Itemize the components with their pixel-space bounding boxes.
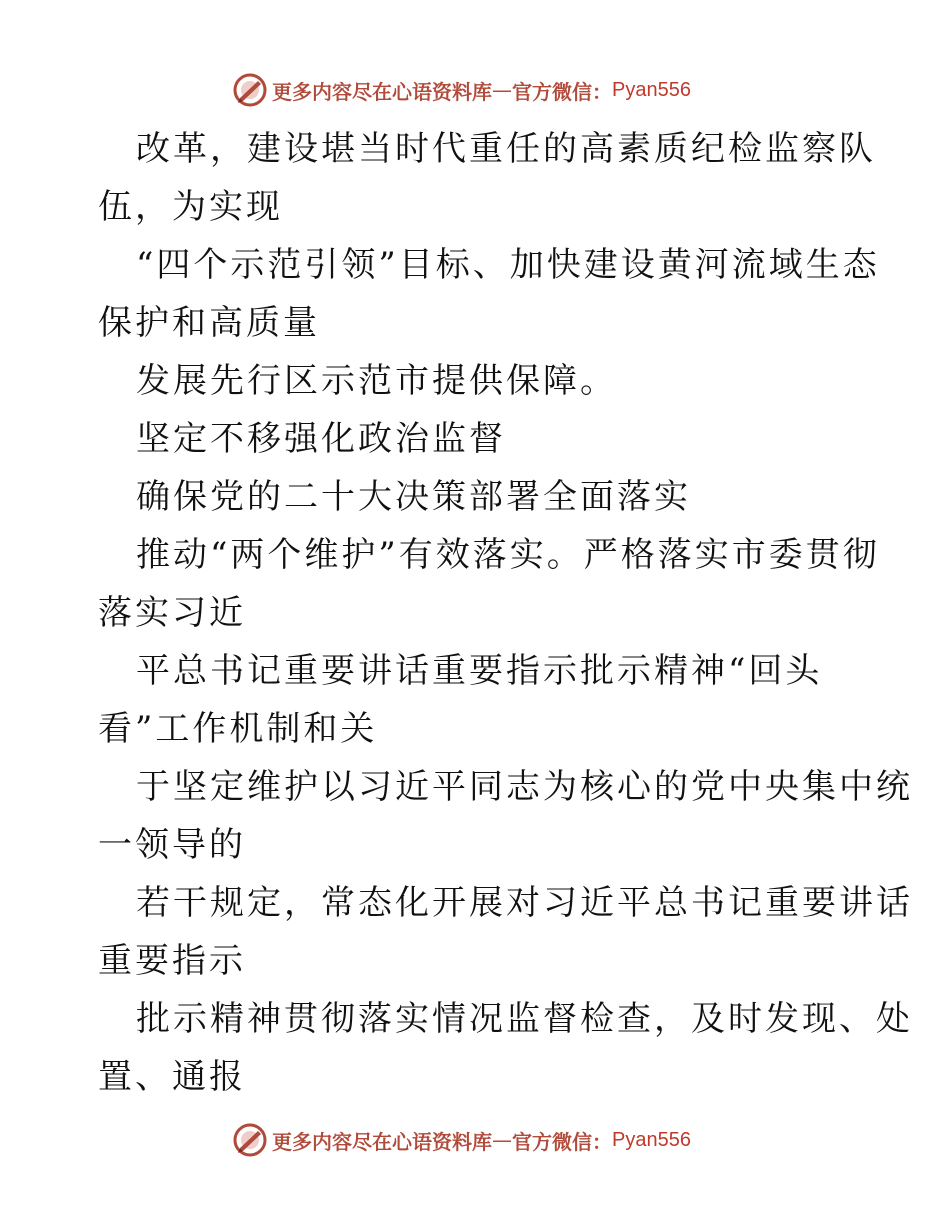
text-line: 保护和高质量 (98, 303, 320, 343)
text-line: 伍，为实现 (98, 187, 283, 227)
footer-watermark (232, 1120, 691, 1160)
section-subheading: 确保党的二十大决策部署全面落实 (136, 477, 691, 517)
text-line: 推动“两个维护”有效落实。严格落实市委贯彻 (136, 535, 880, 575)
text-line: 置、通报 (98, 1057, 246, 1097)
watermark-official-label: 官方微信： (512, 1129, 612, 1154)
watermark-dash: — (492, 1128, 512, 1152)
body-text (98, 120, 913, 1106)
text-line: 平总书记重要讲话重要指示批示精神“回头 (136, 651, 823, 691)
text-line: 重要指示 (98, 941, 246, 981)
document-logo-icon (232, 72, 268, 108)
text-line: 看”工作机制和关 (98, 709, 378, 749)
text-line: “四个示范引领”目标、加快建设黄河流域生态 (136, 245, 880, 285)
section-heading: 坚定不移强化政治监督 (136, 419, 506, 459)
text-line: 若干规定，常态化开展对习近平总书记重要讲话 (136, 883, 913, 923)
text-line: 于坚定维护以习近平同志为核心的党中央集中统 (136, 767, 913, 807)
watermark-site-text: 更多内容尽在心语资料库 (272, 1129, 492, 1154)
document-logo-icon (232, 1122, 268, 1158)
watermark-wechat-id: Pyan556 (612, 1128, 691, 1151)
text-line: 一领导的 (98, 825, 246, 865)
text-line: 改革，建设堪当时代重任的高素质纪检监察队 (136, 129, 876, 169)
watermark-dash: — (492, 78, 512, 102)
watermark-site-text: 更多内容尽在心语资料库 (272, 79, 492, 104)
header-watermark (232, 70, 691, 110)
text-line: 批示精神贯彻落实情况监督检查，及时发现、处 (136, 999, 913, 1039)
watermark-official-label: 官方微信： (512, 79, 612, 104)
text-line: 落实习近 (98, 593, 246, 633)
watermark-wechat-id: Pyan556 (612, 78, 691, 101)
text-line: 发展先行区示范市提供保障。 (136, 361, 617, 401)
